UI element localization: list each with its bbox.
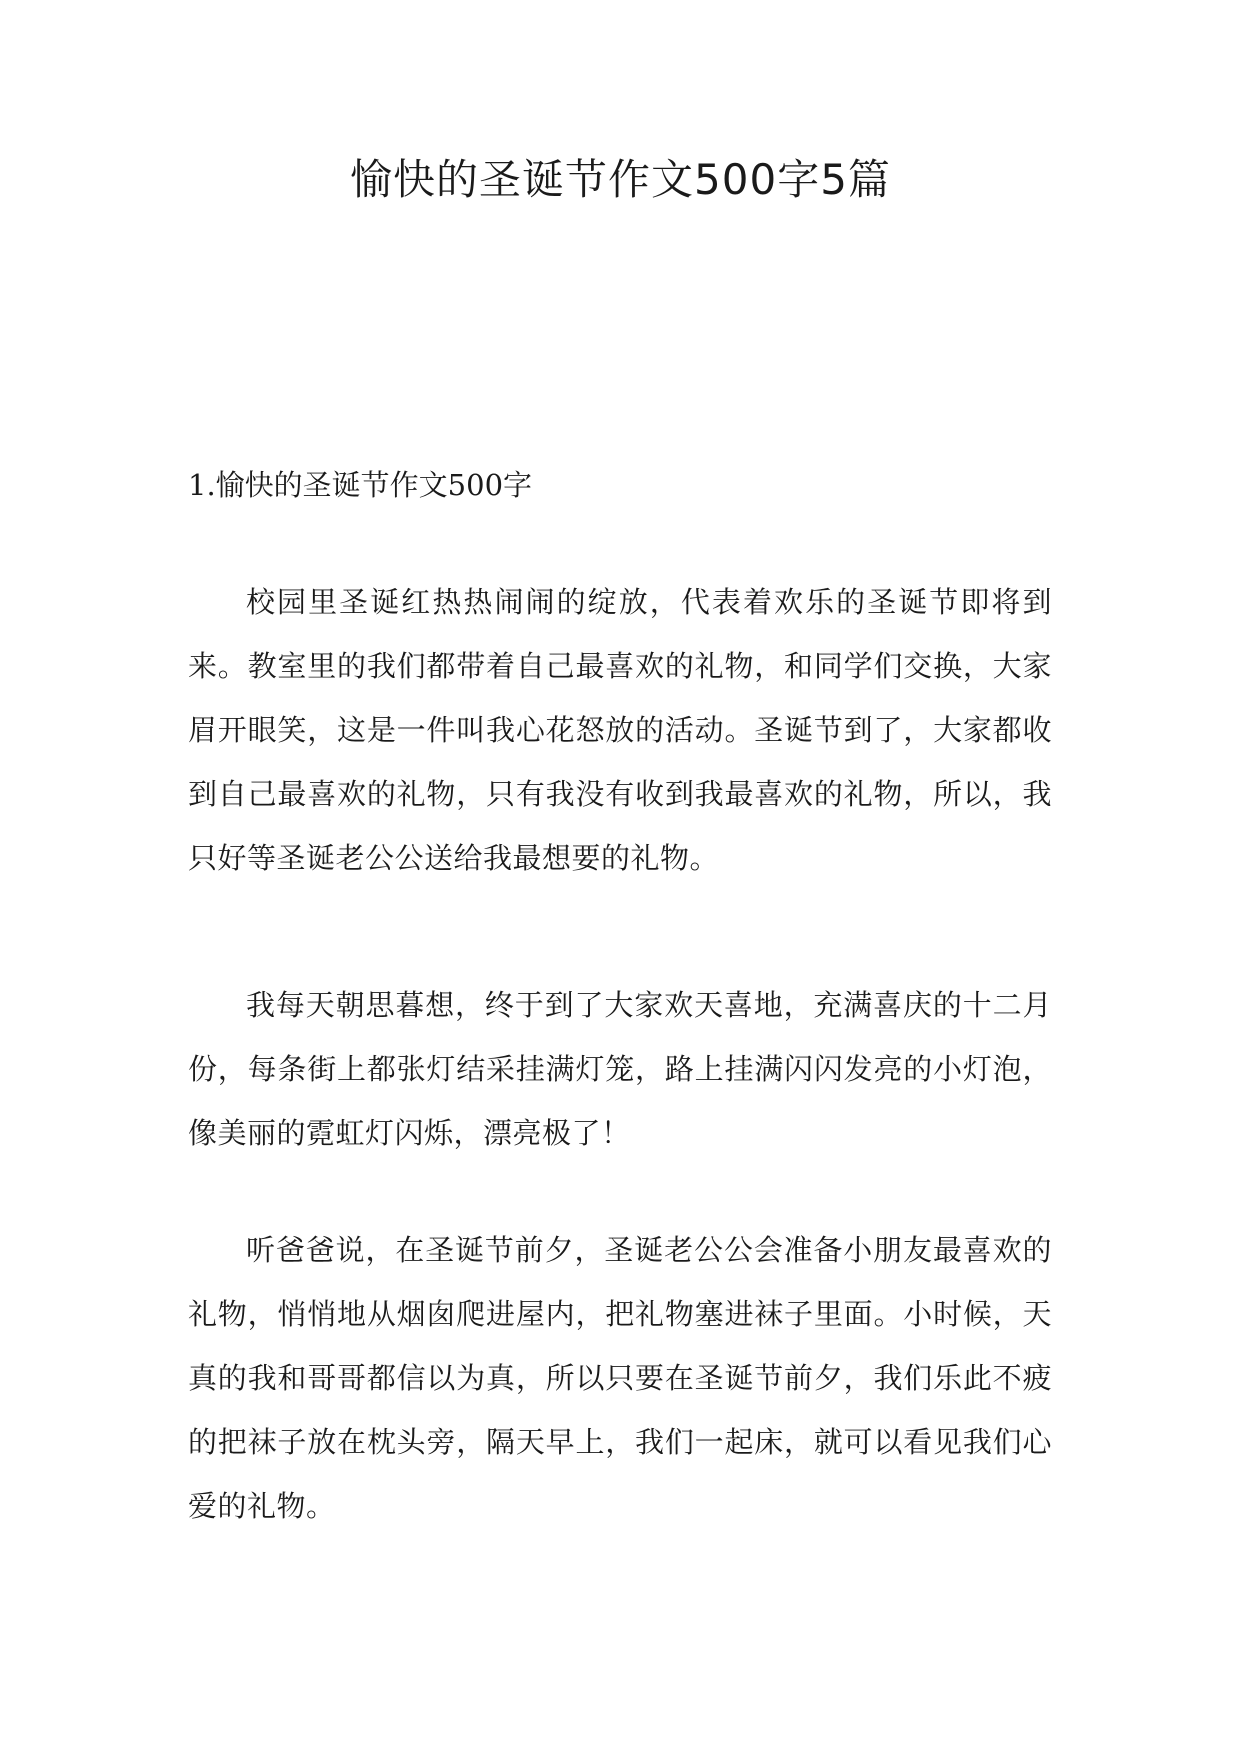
paragraph-1: 校园里圣诞红热热闹闹的绽放，代表着欢乐的圣诞节即将到来。教室里的我们都带着自己最喜欢的礼物，和同学们交换，大家眉开眼笑，这是一件叫我心花怒放的活动。圣诞节到了，大家都收到自己最喜欢的礼物，只有我没有收到我最喜欢的礼物，所以，我只好等圣诞老公公送给我最想要的礼物。 [188, 585, 1052, 875]
paragraph-2: 我每天朝思暮想，终于到了大家欢天喜地，充满喜庆的十二月份，每条街上都张灯结采挂满灯笼，路上挂满闪闪发亮的小灯泡，像美丽的霓虹灯闪烁，漂亮极了！ [188, 988, 1052, 1150]
document-title: 愉快的圣诞节作文500字5篇 [350, 155, 891, 204]
section-heading: 1.愉快的圣诞节作文500字 [188, 468, 533, 502]
paragraph-3: 听爸爸说，在圣诞节前夕，圣诞老公公会准备小朋友最喜欢的礼物，悄悄地从烟囱爬进屋内，把礼物塞进袜子里面。小时候，天真的我和哥哥都信以为真，所以只要在圣诞节前夕，我们乐此不疲的把袜子放在枕头旁，隔天早上，我们一起床，就可以看见我们心爱的礼物。 [188, 1233, 1052, 1523]
